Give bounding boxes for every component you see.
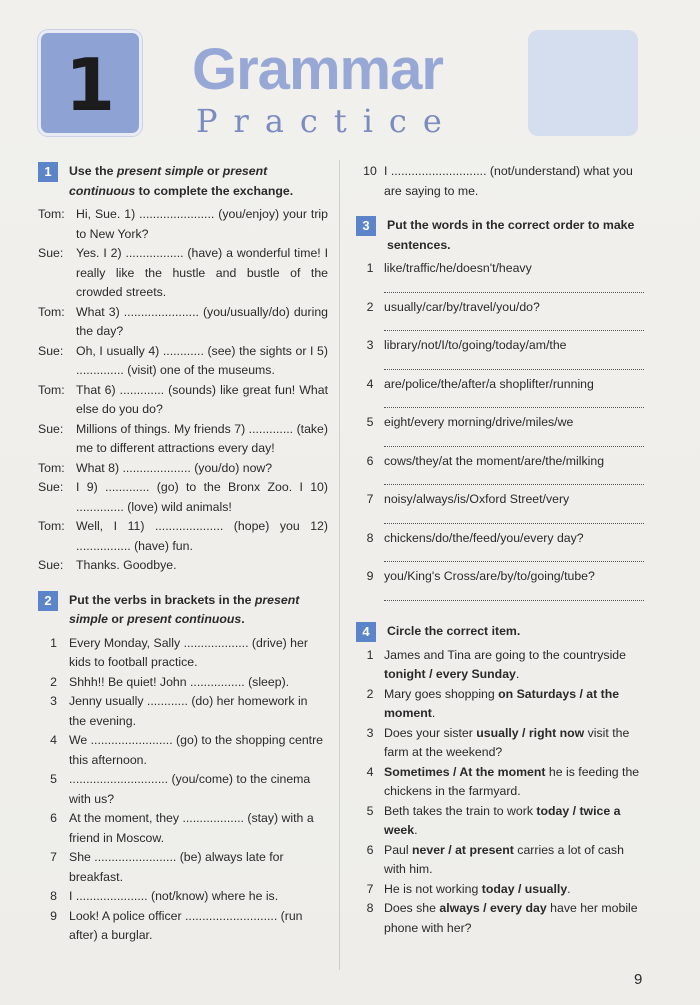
item-number: 2 [366, 686, 374, 701]
item-content [384, 298, 644, 337]
dialogue-text: I 9) ............. (go) to the Bronx Zoo. I 10) .............. (love) wild animals! [76, 480, 328, 514]
answer-line [384, 548, 644, 562]
item-text-pre: Beth takes the train to work [384, 803, 537, 818]
item-number: 7 [366, 492, 374, 506]
item-content [384, 336, 644, 375]
exercise-number: 1 [38, 162, 58, 182]
answer-line [384, 356, 644, 370]
list-item [356, 490, 644, 529]
exercise-4-header [356, 622, 644, 642]
item-text: Jenny usually ............ (do) her homework in the evening. [69, 694, 308, 728]
item-number: 8 [50, 889, 57, 903]
list-item [38, 907, 328, 946]
choice-options: always / every day [439, 901, 547, 915]
item-text [384, 899, 644, 938]
exercise-instruction: Circle the correct item. [387, 623, 521, 638]
item-number: 8 [366, 901, 374, 915]
choice-options: Sometimes / At the moment [384, 764, 546, 779]
item-number: 3 [50, 694, 57, 708]
dialogue-line [38, 517, 328, 556]
item-text-post: visit the farm at the weekend? [384, 725, 630, 759]
list-item [356, 802, 644, 841]
item-number: 6 [50, 811, 57, 825]
item-text: you/King's Cross/are/by/to/going/tube? [384, 569, 595, 583]
dialogue-line [38, 420, 328, 459]
list-item [38, 692, 328, 731]
decorative-box [528, 30, 638, 136]
list-item [38, 887, 328, 907]
exercise-number: 2 [38, 591, 58, 611]
item-number: 7 [50, 850, 57, 864]
item-text-pre: Does your sister [384, 725, 477, 740]
item-number: 4 [50, 733, 57, 747]
dialogue-text: What 8) .................... (you/do) now? [76, 460, 273, 475]
column-divider [339, 160, 340, 970]
list-item [356, 899, 644, 938]
list-item [38, 634, 328, 673]
item-content [384, 529, 644, 568]
speaker-label: Tom: [38, 207, 65, 221]
item-number: 6 [366, 842, 374, 857]
item-number: 7 [366, 881, 374, 896]
dialogue [38, 205, 328, 576]
list-item [356, 724, 644, 763]
dialogue-line [38, 556, 328, 576]
list-item [356, 375, 644, 414]
left-column [38, 162, 328, 946]
list-item [38, 770, 328, 809]
item-text-post: . [431, 706, 436, 720]
item-number: 5 [50, 772, 57, 786]
choice-options: on Saturdays / at the moment [384, 686, 620, 720]
speaker-label: Tom: [38, 460, 65, 475]
item-content [384, 490, 644, 529]
unit-number: 1 [64, 43, 116, 127]
item-text-post: he is feeding the chickens in the farmyard. [384, 764, 640, 798]
dialogue-text: Thanks. Goodbye. [76, 558, 177, 572]
exercise-instruction: Put the verbs in brackets in the present simple or present continuous. [69, 592, 300, 626]
list-item [356, 646, 644, 685]
item-number: 10 [363, 164, 377, 178]
answer-line [384, 317, 644, 331]
item-number: 2 [50, 674, 57, 689]
choice-options: today / twice a week [384, 803, 621, 837]
speaker-label: Sue: [38, 343, 64, 358]
item-text: I ..................... (not/know) where he is. [69, 889, 279, 903]
list-item [356, 880, 644, 900]
list-item [38, 848, 328, 887]
item-number: 5 [366, 415, 374, 429]
item-number: 3 [366, 725, 374, 740]
exercise-number: 4 [356, 622, 376, 642]
item-text [384, 646, 644, 685]
item-content [384, 452, 644, 491]
item-content [384, 375, 644, 414]
item-text-pre: Paul [384, 842, 413, 857]
unit-badge [38, 30, 142, 136]
item-text: library/not/I/to/going/today/am/the [384, 338, 567, 352]
speaker-label: Tom: [38, 519, 65, 533]
answer-line [384, 433, 644, 447]
dialogue-text: Oh, I usually 4) ............ (see) the sights or I 5) .............. (visit) one of the museums. [76, 343, 328, 377]
item-text-pre: Does she [384, 901, 440, 915]
item-text [384, 763, 644, 802]
choice-options: never / at present [412, 842, 514, 857]
item-text-post: . [515, 667, 520, 681]
list-item [356, 452, 644, 491]
exercise-4-items [356, 646, 644, 939]
item-text: usually/car/by/travel/you/do? [384, 299, 540, 314]
item-text: She ........................ (be) always late for breakfast. [69, 850, 284, 884]
item-text [384, 724, 644, 763]
item-text: Every Monday, Sally ................... (drive) her kids to football practice. [69, 635, 308, 669]
choice-options: today / usually [481, 881, 568, 896]
list-item [356, 763, 644, 802]
answer-line [384, 279, 644, 293]
item-text-post: carries a lot of cash with him. [384, 842, 624, 876]
speaker-label: Sue: [38, 421, 64, 436]
item-text: are/police/the/after/a shoplifter/running [384, 376, 594, 391]
dialogue-text: Hi, Sue. 1) ...................... (you/enjoy) your trip to New York? [76, 207, 328, 241]
answer-line [384, 510, 644, 524]
dialogue-text: Millions of things. My friends 7) ............. (take) me to different attractions every day! [76, 421, 328, 455]
item-text-pre: James and Tina are going to the countryside [384, 647, 626, 662]
item-number: 5 [366, 803, 374, 818]
answer-line [384, 471, 644, 485]
dialogue-line [38, 244, 328, 303]
speaker-label: Tom: [38, 304, 65, 319]
answer-line [384, 394, 644, 408]
item-number: 6 [366, 453, 374, 468]
list-item [38, 673, 328, 693]
dialogue-line [38, 459, 328, 479]
item-text-pre: He is not working [384, 881, 482, 896]
dialogue-line [38, 303, 328, 342]
answer-line [384, 587, 644, 601]
speaker-label: Sue: [38, 558, 64, 572]
item-text: Shhh!! Be quiet! John ................ (sleep). [69, 674, 290, 689]
item-number: 1 [366, 647, 374, 662]
list-item [356, 841, 644, 880]
choice-options: usually / right now [476, 725, 585, 740]
list-item [356, 685, 644, 724]
dialogue-line [38, 342, 328, 381]
item-text: eight/every morning/drive/miles/we [384, 415, 574, 429]
item-text-pre: Mary goes shopping [384, 686, 499, 701]
item-number: 2 [366, 299, 374, 314]
exercise-3-items [356, 259, 644, 606]
item-number: 9 [366, 569, 374, 583]
speaker-label: Sue: [38, 246, 64, 260]
item-text-post: . [414, 823, 418, 837]
dialogue-text: Well, I 11) .................... (hope) you 12) ................ (have) fun. [76, 519, 328, 553]
list-item [38, 809, 328, 848]
list-item [356, 413, 644, 452]
exercise-1-header [38, 162, 328, 201]
dialogue-text: That 6) ............. (sounds) like great fun! What else do you do? [76, 382, 328, 416]
right-column [356, 162, 644, 938]
list-item [356, 259, 644, 298]
item-text: chickens/do/the/feed/you/every day? [384, 530, 584, 545]
item-text [384, 841, 644, 880]
exercise-instruction: Put the words in the correct order to make sentences. [387, 218, 635, 252]
item-number: 4 [366, 376, 374, 391]
list-item [356, 162, 644, 201]
dialogue-text: What 3) ...................... (you/usually/do) during the day? [76, 304, 328, 338]
item-number: 4 [366, 764, 374, 779]
item-text: noisy/always/is/Oxford Street/very [384, 492, 570, 506]
exercise-number: 3 [356, 216, 376, 236]
list-item [38, 731, 328, 770]
item-number: 8 [366, 530, 374, 545]
item-text: Look! A police officer ........................... (run after) a burglar. [69, 908, 303, 942]
speaker-label: Sue: [38, 480, 64, 494]
exercise-instruction: Use the present simple or present continuous to complete the exchange. [69, 164, 294, 198]
item-text-post: . [567, 881, 571, 896]
item-text: cows/they/at the moment/are/the/milking [384, 453, 605, 468]
exercise-2-header [38, 591, 328, 630]
exercise-3-header [356, 216, 644, 255]
item-text: ............................. (you/come) to the cinema with us? [69, 772, 311, 806]
dialogue-line [38, 381, 328, 420]
dialogue-line [38, 478, 328, 517]
list-item [356, 336, 644, 375]
item-content [384, 413, 644, 452]
item-text [384, 802, 644, 841]
item-text [384, 685, 644, 724]
dialogue-text: Yes. I 2) ................. (have) a wonderful time! I really like the hustle and bustle of the crowded streets. [76, 246, 328, 299]
dialogue-line [38, 205, 328, 244]
list-item [356, 529, 644, 568]
item-text: like/traffic/he/doesn't/heavy [384, 261, 532, 275]
item-content [384, 259, 644, 298]
item-number: 9 [50, 908, 57, 923]
item-number: 3 [366, 338, 374, 352]
speaker-label: Tom: [38, 382, 65, 397]
item-content [384, 567, 644, 606]
list-item [356, 298, 644, 337]
item-text-post: have her mobile phone with her? [384, 901, 638, 935]
list-item [356, 567, 644, 606]
page-subtitle: Practice [196, 102, 458, 140]
item-text: At the moment, they .................. (stay) with a friend in Moscow. [69, 811, 314, 845]
item-text: We ........................ (go) to the shopping centre this afternoon. [69, 733, 324, 767]
item-number: 1 [50, 635, 57, 650]
choice-options: tonight / every Sunday [384, 667, 516, 681]
page-number: 9 [634, 971, 643, 988]
exercise-2-items [38, 634, 328, 946]
item-number: 1 [366, 261, 374, 275]
page-title: Grammar [192, 37, 443, 102]
item-text [384, 880, 644, 900]
item-text: I ............................ (not/understand) what you are saying to me. [384, 164, 633, 198]
